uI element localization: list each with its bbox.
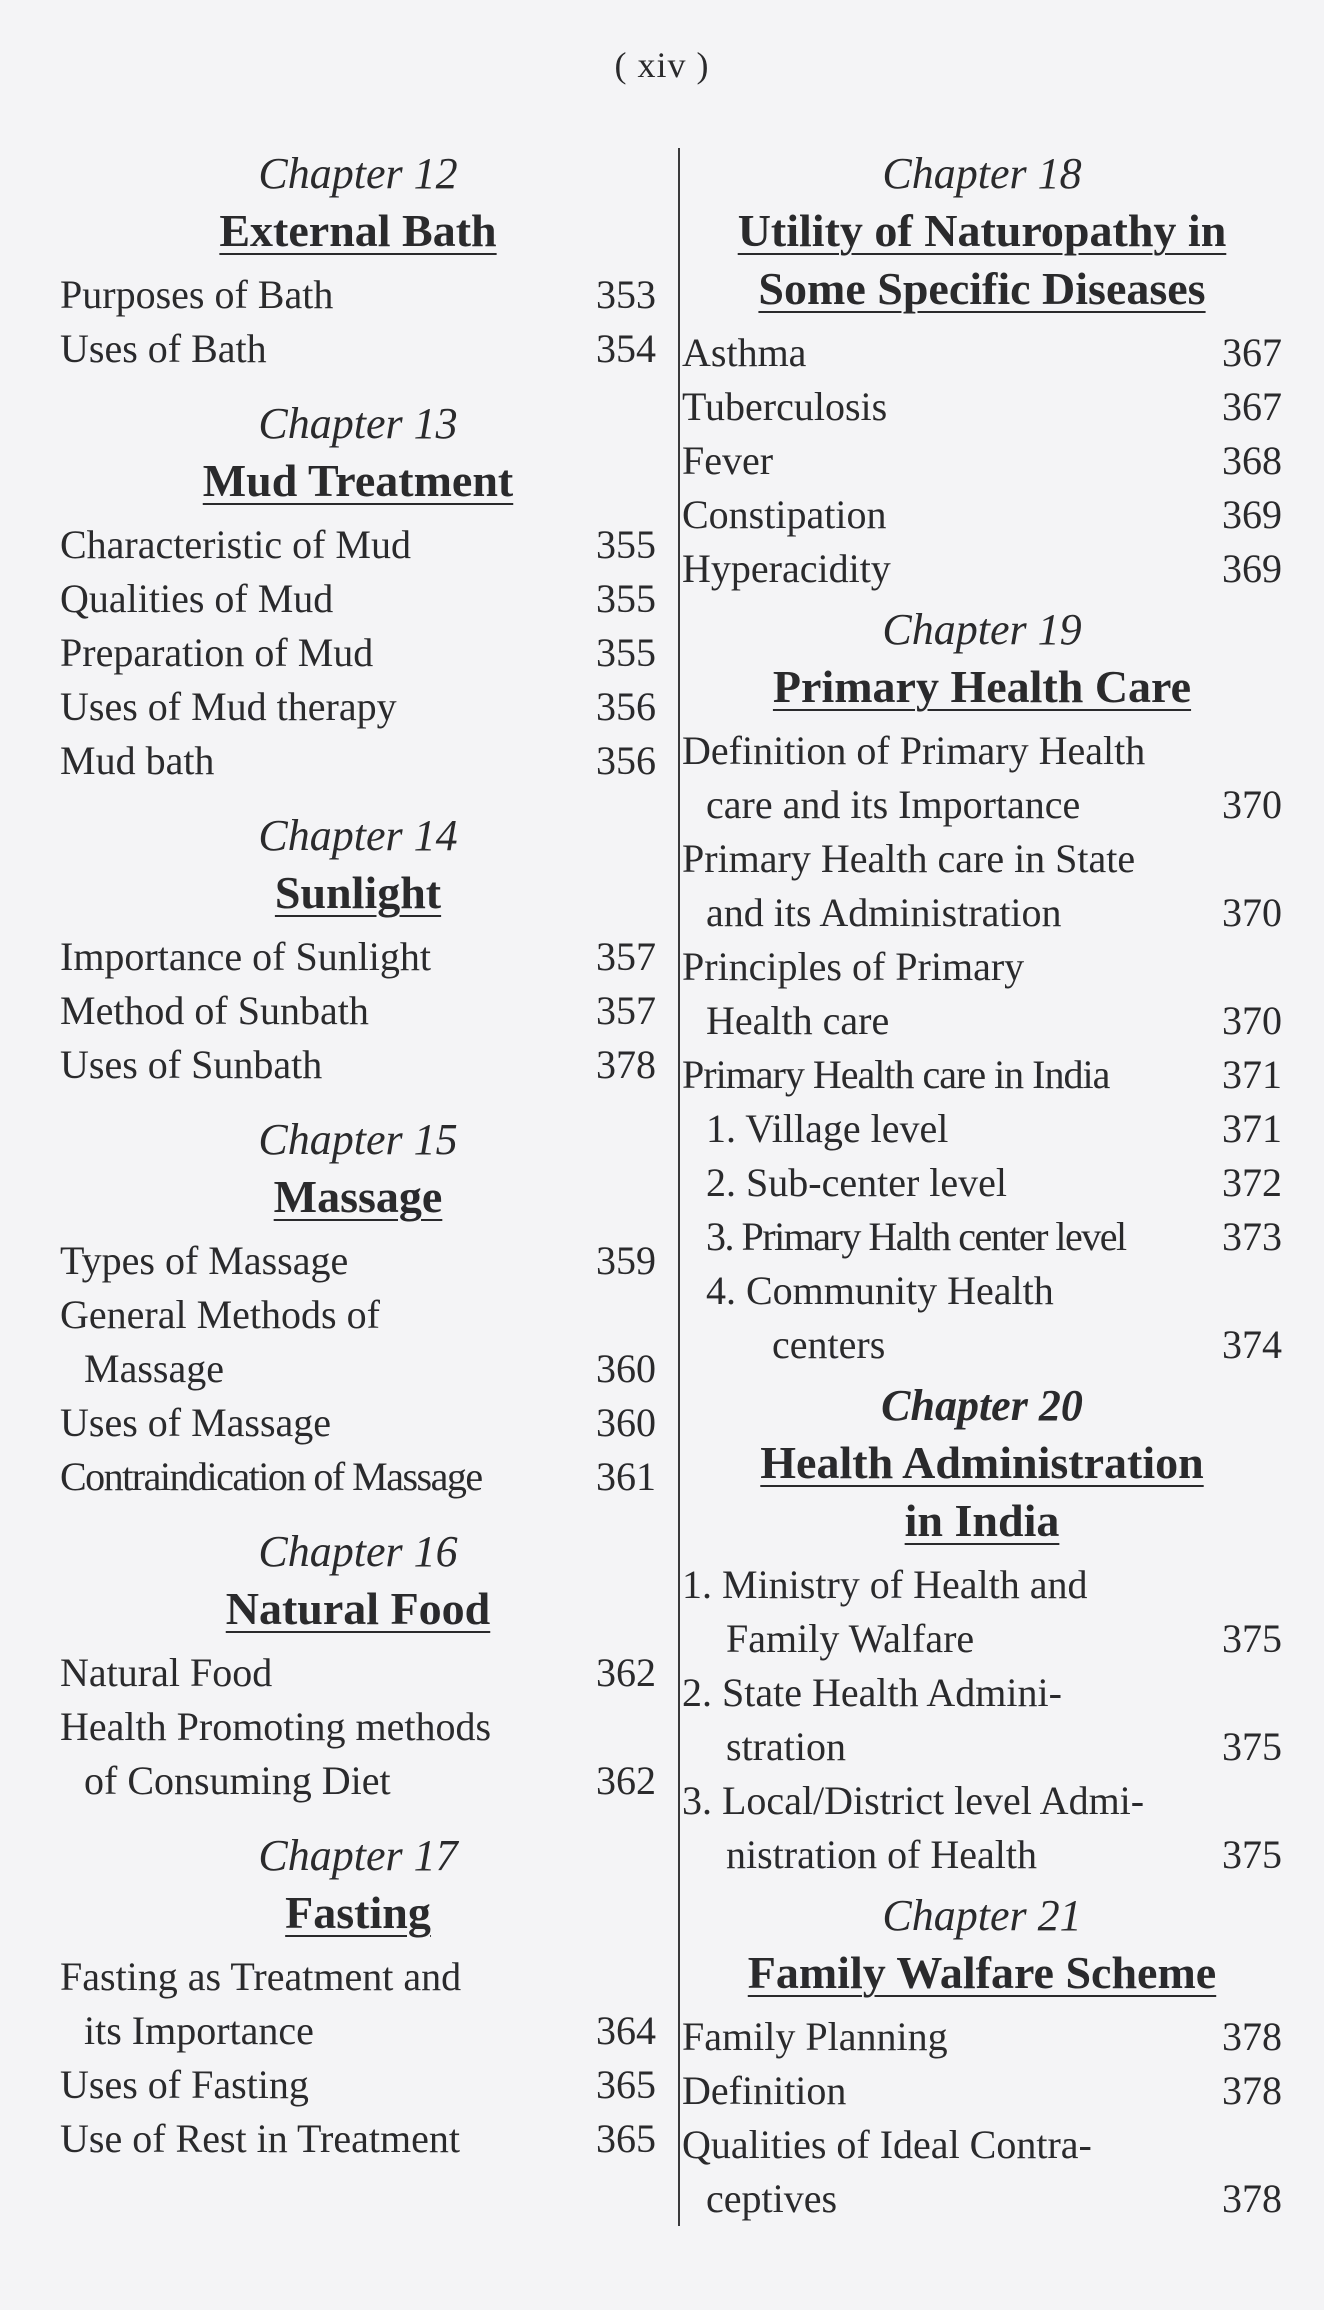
chapter-13-title: Chapter 13 — [258, 399, 458, 448]
entry-text: Uses of Mud therapy — [60, 684, 397, 729]
entry-page: 364 — [596, 2008, 656, 2053]
toc-entry — [682, 542, 1282, 596]
entry-page: 362 — [596, 1650, 656, 1695]
entry-page: 370 — [1222, 782, 1282, 827]
toc-entry — [682, 832, 1282, 886]
entry-text: 2. State Health Admini- — [682, 1670, 1062, 1715]
entry-text: Qualities of Mud — [60, 576, 334, 621]
entry-text: General Methods of — [60, 1292, 380, 1337]
toc-entry — [60, 2004, 656, 2058]
chapter-19-title: Chapter 19 — [882, 605, 1082, 654]
toc-entry — [60, 1950, 656, 2004]
entry-text: Family Planning — [682, 2014, 948, 2059]
entry-page: 378 — [596, 1042, 656, 1087]
chapter-17-title: Chapter 17 — [258, 1831, 458, 1880]
entry-page: 371 — [1222, 1106, 1282, 1151]
entry-page: 375 — [1222, 1616, 1282, 1661]
entry-text: Uses of Bath — [60, 326, 267, 371]
entry-page: 355 — [596, 522, 656, 567]
entry-page: 372 — [1222, 1160, 1282, 1205]
entry-page: 367 — [1222, 384, 1282, 429]
toc-entry — [682, 1048, 1282, 1102]
entry-text: 3. Primary Halth center level — [706, 1214, 1126, 1259]
entry-text: 1. Ministry of Health and — [682, 1562, 1088, 1607]
chapter-13-name: Mud Treatment — [202, 455, 514, 506]
toc-entry — [682, 1720, 1282, 1774]
entry-text: 3. Local/District level Admi- — [682, 1778, 1145, 1823]
chapter-16-name: Natural Food — [225, 1583, 491, 1634]
toc-entry — [682, 886, 1282, 940]
entry-page: 360 — [596, 1400, 656, 1445]
entry-page: 373 — [1222, 1214, 1282, 1259]
toc-entry — [60, 1646, 656, 1700]
entry-text: 2. Sub-center level — [706, 1160, 1007, 1205]
chapter-15-title: Chapter 15 — [258, 1115, 458, 1164]
toc-entry — [60, 2112, 656, 2166]
entry-page: 362 — [596, 1758, 656, 1803]
toc-entry — [682, 940, 1282, 994]
entry-text: and its Administration — [706, 890, 1062, 935]
entry-page: 359 — [596, 1238, 656, 1283]
entry-text: Characteristic of Mud — [60, 522, 411, 567]
toc-entry — [60, 268, 656, 322]
toc-entry — [682, 1828, 1282, 1882]
toc-entry — [682, 1558, 1282, 1612]
entry-page: 378 — [1222, 2176, 1282, 2221]
entry-page: 367 — [1222, 330, 1282, 375]
toc-entry — [682, 2118, 1282, 2172]
entry-text: nistration of Health — [726, 1832, 1038, 1877]
entry-text: Uses of Fasting — [60, 2062, 309, 2107]
entry-text: centers — [772, 1322, 886, 1367]
toc-entry — [60, 322, 656, 376]
chapter-17-name: Fasting — [285, 1887, 431, 1938]
entry-text: Asthma — [682, 330, 807, 375]
entry-text: Primary Health care in India — [682, 1052, 1110, 1097]
entry-text: Purposes of Bath — [60, 272, 334, 317]
entry-text: Family Walfare — [726, 1616, 975, 1661]
entry-text: ceptives — [706, 2176, 838, 2221]
entry-text: Health Promoting methods — [60, 1704, 492, 1749]
entry-text: Method of Sunbath — [60, 988, 369, 1033]
toc-entry — [60, 2058, 656, 2112]
chapter-16-title: Chapter 16 — [258, 1527, 458, 1576]
entry-text: Health care — [706, 998, 890, 1043]
entry-text: Contraindication of Massage — [60, 1454, 482, 1499]
toc-entry — [682, 434, 1282, 488]
chapter-18-name-line2: Some Specific Diseases — [758, 263, 1206, 314]
entry-text: Tuberculosis — [682, 384, 888, 429]
entry-page: 355 — [596, 576, 656, 621]
chapter-18-name-line1: Utility of Naturopathy in — [737, 205, 1227, 256]
chapter-20-name-line2: in India — [904, 1495, 1060, 1546]
toc-entry — [60, 930, 656, 984]
entry-page: 370 — [1222, 890, 1282, 935]
chapter-21-title: Chapter 21 — [882, 1891, 1082, 1940]
toc-entry — [60, 1450, 656, 1504]
toc-entry — [682, 380, 1282, 434]
chapter-14-name: Sunlight — [274, 867, 442, 918]
entry-page: 353 — [596, 272, 656, 317]
toc-entry — [60, 626, 656, 680]
chapter-12-title: Chapter 12 — [258, 149, 458, 198]
toc-entry — [682, 1774, 1282, 1828]
entry-page: 369 — [1222, 546, 1282, 591]
entry-page: 360 — [596, 1346, 656, 1391]
chapter-20-title: Chapter 20 — [881, 1381, 1083, 1430]
entry-text: Principles of Primary — [682, 944, 1025, 989]
toc-entry — [60, 572, 656, 626]
toc-entry — [60, 734, 656, 788]
entry-text: its Importance — [84, 2008, 314, 2053]
toc-entry — [682, 994, 1282, 1048]
entry-text: Preparation of Mud — [60, 630, 374, 675]
toc-entry — [682, 1612, 1282, 1666]
entry-page: 365 — [596, 2116, 656, 2161]
entry-text: Definition — [682, 2068, 847, 2113]
chapter-15-name: Massage — [273, 1171, 443, 1222]
toc-entry — [682, 1156, 1282, 1210]
toc-entry — [60, 1396, 656, 1450]
entry-page: 378 — [1222, 2014, 1282, 2059]
chapter-21-name: Family Walfare Scheme — [747, 1947, 1217, 1998]
toc-entry — [60, 680, 656, 734]
toc-entry — [60, 984, 656, 1038]
toc-entry — [60, 518, 656, 572]
page-number: ( xiv ) — [614, 45, 710, 85]
toc-entry — [682, 1210, 1282, 1264]
entry-text: Qualities of Ideal Contra- — [682, 2122, 1092, 2167]
entry-text: Importance of Sunlight — [60, 934, 432, 979]
toc-entry — [682, 1318, 1282, 1372]
toc-entry — [60, 1342, 656, 1396]
toc-entry — [60, 1288, 656, 1342]
entry-text: care and its Importance — [706, 782, 1081, 827]
toc-entry — [682, 1666, 1282, 1720]
toc-entry — [60, 1700, 656, 1754]
left-column — [60, 140, 656, 2166]
entry-page: 354 — [596, 326, 656, 371]
entry-text: Uses of Sunbath — [60, 1042, 323, 1087]
chapter-12-name: External Bath — [219, 205, 497, 256]
entry-text: Fever — [682, 438, 774, 483]
entry-text: Types of Massage — [60, 1238, 349, 1283]
entry-text: Fasting as Treatment and — [60, 1954, 462, 1999]
toc-entry — [682, 326, 1282, 380]
entry-text: Uses of Massage — [60, 1400, 332, 1445]
entry-page: 370 — [1222, 998, 1282, 1043]
entry-text: Massage — [84, 1346, 224, 1391]
entry-page: 361 — [596, 1454, 656, 1499]
chapter-19-name: Primary Health Care — [772, 661, 1192, 712]
entry-text: stration — [726, 1724, 846, 1769]
toc-entry — [60, 1754, 656, 1808]
toc-entry — [682, 2064, 1282, 2118]
entry-page: 357 — [596, 988, 656, 1033]
toc-entry — [682, 1264, 1282, 1318]
entry-page: 375 — [1222, 1724, 1282, 1769]
toc-entry — [682, 778, 1282, 832]
entry-page: 355 — [596, 630, 656, 675]
toc-entry — [682, 2172, 1282, 2226]
entry-text: 4. Community Health — [706, 1268, 1054, 1313]
entry-text: Natural Food — [60, 1650, 273, 1695]
entry-text: Hyperacidity — [682, 546, 891, 591]
entry-page: 356 — [596, 738, 656, 783]
entry-text: Mud bath — [60, 738, 215, 783]
right-column — [682, 140, 1282, 2226]
entry-page: 369 — [1222, 492, 1282, 537]
entry-page: 375 — [1222, 1832, 1282, 1877]
entry-text: Constipation — [682, 492, 887, 537]
entry-text: Use of Rest in Treatment — [60, 2116, 460, 2161]
toc-entry — [60, 1234, 656, 1288]
entry-text: Definition of Primary Health — [682, 728, 1146, 773]
entry-page: 371 — [1222, 1052, 1282, 1097]
toc-entry — [682, 2010, 1282, 2064]
entry-page: 368 — [1222, 438, 1282, 483]
entry-text: 1. Village level — [706, 1106, 949, 1151]
entry-page: 374 — [1222, 1322, 1282, 1367]
toc-entry — [60, 1038, 656, 1092]
entry-text: of Consuming Diet — [84, 1758, 391, 1803]
toc-entry — [682, 1102, 1282, 1156]
entry-page: 365 — [596, 2062, 656, 2107]
chapter-18-title: Chapter 18 — [882, 149, 1082, 198]
toc-entry — [682, 724, 1282, 778]
entry-text: Primary Health care in State — [682, 836, 1136, 881]
chapter-14-title: Chapter 14 — [258, 811, 458, 860]
toc-entry — [682, 488, 1282, 542]
chapter-20-name-line1: Health Administration — [760, 1437, 1204, 1488]
entry-page: 378 — [1222, 2068, 1282, 2113]
entry-page: 357 — [596, 934, 656, 979]
entry-page: 356 — [596, 684, 656, 729]
column-divider — [678, 148, 680, 2226]
